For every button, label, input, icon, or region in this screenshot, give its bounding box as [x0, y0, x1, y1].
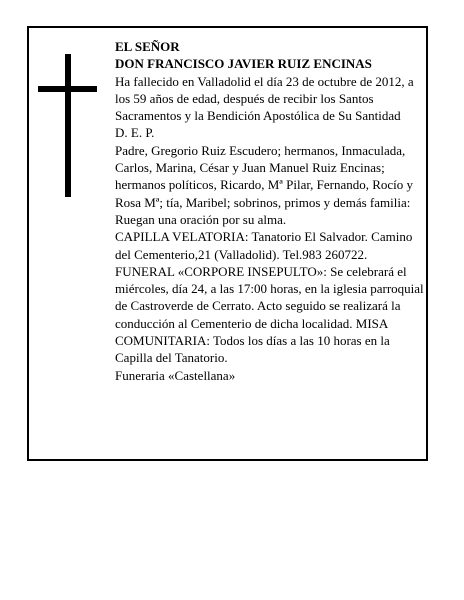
- deceased-name: DON FRANCISCO JAVIER RUIZ ENCINAS: [115, 56, 372, 72]
- obituary-title: EL SEÑOR: [115, 39, 180, 54]
- funeral-info: FUNERAL «CORPORE INSEPULTO»: Se celebrará el miércoles, día 24, a las 17:00 horas, en la iglesia parroquial de Castroverde de Cerrato. Acto seguido se realizará la conducción al Cementerio de dicha localidad. MISA COMUNITARIA: Todos los días a las 10 horas en la Capilla del Tanatorio.: [115, 263, 424, 366]
- funeral-home: Funeraria «Castellana»: [115, 367, 236, 383]
- obituary-text: [115, 38, 426, 384]
- prayer-request: Ruegan una oración por su alma.: [115, 211, 287, 227]
- chapel-info: CAPILLA VELATORIA: Tanatorio El Salvador. Camino del Cementerio,21 (Valladolid). Tel.983 260722.: [115, 229, 413, 262]
- cross-icon-bar: [38, 86, 97, 92]
- rip-line: D. E. P.: [115, 125, 155, 141]
- cross-icon: [65, 54, 71, 197]
- family-list: Padre, Gregorio Ruiz Escudero; hermanos, Inmaculada, Carlos, Marina, César y Juan Manuel Ruiz Encinas; hermanos políticos, Ricardo, Mª Pilar, Fernando, Rocío y Rosa Mª; tía, Maribel; sobrinos, primos y demás familia:: [115, 142, 414, 210]
- death-announcement: Ha fallecido en Valladolid el día 23 de octubre de 2012, a los 59 años de edad, después de recibir los Santos Sacramentos y la Bendición Apostólica de Su Santidad: [115, 73, 414, 124]
